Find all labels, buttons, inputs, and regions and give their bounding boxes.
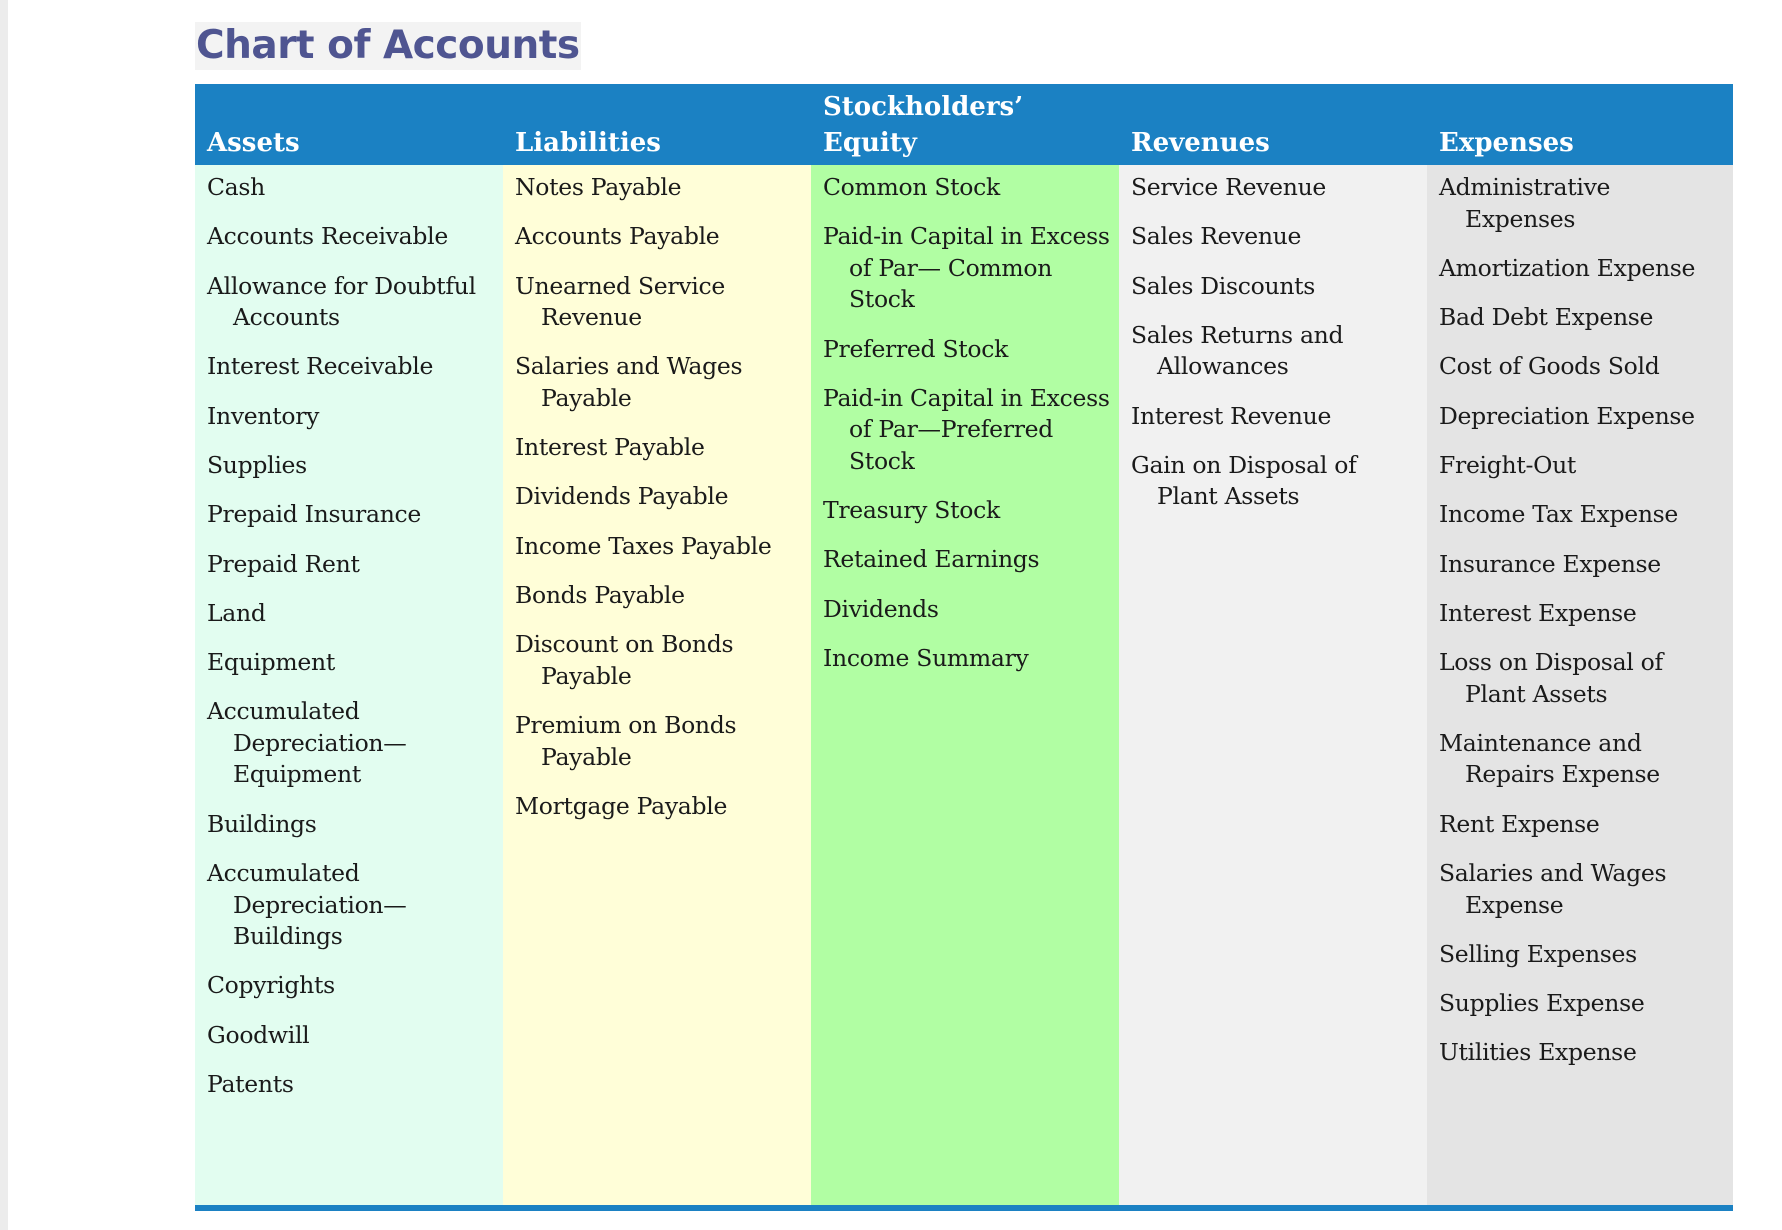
account-item: Supplies [207,450,307,479]
account-item: Amortization Expense [1439,253,1696,282]
column-assets [195,165,503,1205]
account-item: Accumulated Depreciation— Equipment [207,697,407,789]
account-item: Sales Discounts [1131,271,1316,300]
account-item: Accumulated Depreciation— Buildings [207,859,407,951]
account-item: Premium on Bonds Payable [515,711,737,771]
chart-of-accounts-table [195,84,1733,1215]
table-header [195,84,1733,165]
account-item: Cost of Goods Sold [1439,352,1660,381]
account-item: Equipment [207,648,335,677]
account-item: Inventory [207,401,320,430]
account-item: Bad Debt Expense [1439,303,1654,332]
account-item: Service Revenue [1131,173,1327,201]
column-liabilities [503,165,811,1205]
account-item: Sales Returns and Allowances [1131,320,1344,381]
account-item: Treasury Stock [823,496,1000,525]
account-item: Depreciation Expense [1439,401,1695,430]
bottom-rule [195,1205,1733,1211]
column-expenses [1427,165,1733,1205]
account-item: Patents [207,1069,294,1098]
account-item: Utilities Expense [1439,1038,1637,1067]
account-item: Notes Payable [515,173,682,201]
column-stockholders-equity [811,165,1119,1205]
account-item: Maintenance and Repairs Expense [1439,728,1660,789]
header-stockholders-equity: Stockholders’ Equity [823,92,1024,158]
account-item: Preferred Stock [823,334,1009,363]
header-liabilities: Liabilities [515,128,661,158]
account-item: Interest Expense [1439,598,1637,627]
account-item: Loss on Disposal of Plant Assets [1439,648,1663,708]
account-item: Paid-in Capital in Excess of Par—Preferred Stock [823,383,1110,475]
account-item: Goodwill [207,1020,310,1049]
account-item: Discount on Bonds Payable [515,630,734,690]
account-item: Dividends [823,594,939,623]
account-item: Accounts Payable [515,222,720,251]
account-item: Interest Receivable [207,352,434,381]
account-item: Mortgage Payable [515,791,728,820]
account-item: Accounts Receivable [207,222,448,251]
page-title: Chart of Accounts [196,23,580,68]
account-item: Interest Payable [515,433,705,462]
account-item: Rent Expense [1439,809,1600,838]
account-item: Copyrights [207,971,335,1000]
account-item: Common Stock [823,173,1000,201]
account-item: Income Tax Expense [1439,500,1679,529]
account-item: Buildings [207,809,317,838]
account-item: Prepaid Insurance [207,500,421,529]
account-item: Freight-Out [1439,450,1577,479]
header-assets: Assets [207,128,300,158]
account-item: Salaries and Wages Expense [1439,859,1667,919]
account-item: Income Taxes Payable [515,531,772,560]
account-item: Selling Expenses [1439,939,1637,968]
account-item: Salaries and Wages Payable [515,352,743,412]
account-item: Supplies Expense [1439,989,1645,1018]
account-item: Retained Earnings [823,545,1040,574]
account-item: Paid-in Capital in Excess of Par— Common Stock [823,222,1110,314]
account-item: Sales Revenue [1131,222,1302,251]
account-item: Unearned Service Revenue [515,271,725,332]
account-item: Prepaid Rent [207,549,360,578]
column-revenues [1119,165,1427,1205]
left-edge-bar [0,0,8,1230]
account-item: Bonds Payable [515,581,685,610]
account-item: Income Summary [823,644,1029,673]
header-revenues: Revenues [1131,128,1270,158]
account-item: Cash [207,173,265,201]
account-item: Gain on Disposal of Plant Assets [1131,450,1357,511]
header-expenses: Expenses [1439,128,1574,158]
account-item: Insurance Expense [1439,549,1661,578]
account-item: Allowance for Doubtful Accounts [207,271,476,332]
account-item: Land [207,598,266,627]
account-item: Dividends Payable [515,482,729,511]
account-item: Administrative Expenses [1439,173,1611,233]
account-item: Interest Revenue [1131,401,1332,430]
